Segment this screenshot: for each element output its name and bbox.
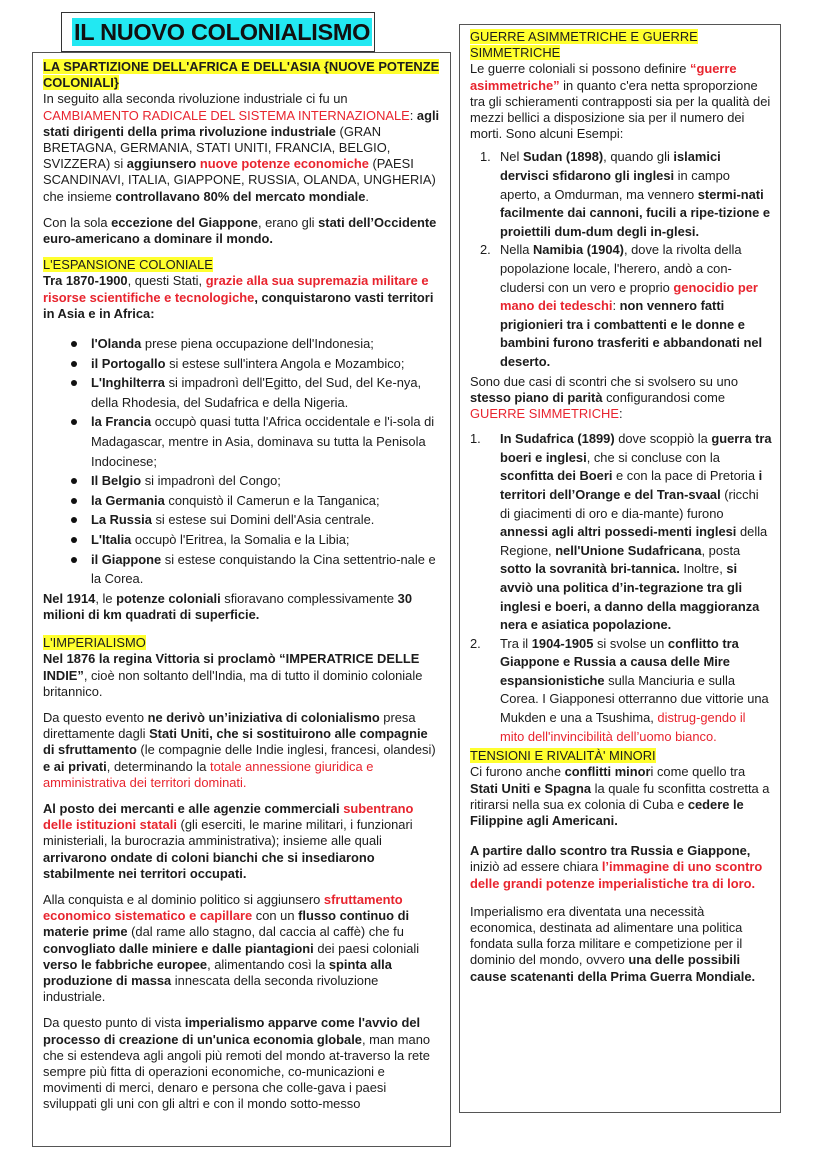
bold-text: Tra 1870-1900 — [43, 273, 128, 289]
text: dove scoppiò la — [614, 431, 712, 447]
bold-text: controllavano 80% del mercato mondiale — [115, 188, 366, 204]
red-bold-text: subentrano delle istituzioni statali — [43, 801, 414, 833]
text: si impadronì dell'Egitto, del Sud, del Ke-nya, della Rhodesia, del Sudafrica e della Nigeria. — [91, 375, 422, 410]
text: , dove la rivolta della popolazione locale, l'herero, andò a con-cludersi con un vero e proprio — [500, 242, 742, 295]
section-heading: L'IMPERIALISMO — [43, 635, 146, 651]
bold-text: e ai privati — [43, 758, 107, 774]
bold-text: 1904-1905 — [531, 635, 594, 651]
red-bold-text: genocidio per mano dei tedeschi — [500, 279, 758, 314]
right-column-box — [459, 24, 781, 1113]
colonial-powers-list — [43, 334, 440, 589]
bold-text: una delle possibili cause scatenanti della Prima Guerra Mondiale. — [470, 952, 756, 984]
text: della Regione, — [500, 524, 768, 558]
bold-text: guerra tra boeri e inglesi — [500, 431, 772, 465]
text: dei paesi coloniali — [313, 940, 420, 956]
list-item — [91, 530, 440, 550]
bold-text: Nel 1876 la regina Vittoria si proclamò “IMPERATRICE DELLE INDIE” — [43, 651, 420, 683]
paragraph — [470, 61, 772, 142]
item-number: 1. — [480, 149, 491, 165]
text: (dal rame allo stagno, dal caccia al caffè) che fu — [127, 924, 404, 940]
symmetric-wars-list — [470, 430, 772, 746]
red-bold-text: grazie alla sua supremazia militare e risorse scientifiche e tecnologiche — [43, 273, 429, 305]
red-text: CAMBIAMENTO RADICALE DEL SISTEMA INTERNAZIONALE — [43, 107, 410, 123]
numbered-item — [470, 430, 772, 635]
red-bold-text: sfruttamento economico sistematico e capillare — [43, 892, 403, 924]
text: Tra il — [500, 635, 532, 651]
text: , questi Stati, — [127, 273, 206, 289]
bold-text: sotto la sovranità bri-tannica. — [500, 561, 680, 577]
bold-text: il Giappone — [91, 551, 162, 567]
numbered-item — [480, 241, 772, 371]
text: prese piena occupazione dell'Indonesia; — [141, 336, 374, 352]
bold-text: Al posto dei mercanti e alle agenzie commerciali — [43, 801, 344, 816]
text: (ricchi di giacimenti di oro e dia-mante) furono — [500, 486, 759, 521]
red-text: distrug-gendo il mito dell'invincibilità dell’uomo bianco. — [500, 710, 746, 744]
bold-text: A partire dallo scontro tra Russia e Giappone, — [470, 843, 751, 859]
text: occupò l'Eritrea, la Somalia e la Libia; — [131, 531, 350, 547]
text: si impadronì del Congo; — [141, 473, 281, 489]
bold-text: Namibia (1904) — [532, 242, 624, 258]
bold-text: l'Olanda — [91, 336, 142, 352]
section-guerre — [470, 29, 772, 746]
bold-text: In Sudafrica (1899) — [500, 431, 615, 447]
bold-text: il Portogallo — [91, 355, 166, 371]
text: (gli eserciti, le marine militari, i funzionari ministeriali, la burocrazia amministrativa); insieme alle quali — [43, 817, 413, 849]
text: Le guerre coloniali si possono definire — [470, 61, 690, 77]
bold-text: stati dell’Occidente euro-americano a dominare il mondo. — [43, 214, 437, 247]
bold-text: L'Italia — [91, 531, 132, 547]
list-item — [91, 550, 440, 589]
text: e con la pace di Pretoria — [612, 468, 759, 484]
list-item — [91, 471, 440, 491]
section-heading: L'ESPANSIONE COLONIALE — [43, 257, 213, 273]
bold-text: si avviò una politica d’in-tegrazione tra gli inglesi e boeri, a danno della maggioranza nera e asiatica popolazione. — [500, 561, 760, 633]
text: innescata della seconda rivoluzione industriale. — [43, 973, 379, 1005]
bold-text: arrivarono ondate di coloni bianchi che si insediarono stabilmente nei territori occupati. — [43, 849, 375, 881]
text: con un — [252, 908, 299, 924]
text: presa direttamente dagli — [43, 709, 416, 742]
list-item — [91, 412, 440, 471]
bold-text: la Francia — [91, 414, 152, 430]
paragraph — [43, 273, 440, 322]
text: si estese sull'intera Angola e Mozambico; — [165, 355, 405, 371]
section-tensioni — [470, 748, 772, 985]
item-number: 2. — [470, 635, 481, 651]
text: configurandosi come — [602, 389, 726, 405]
text: i come quello tra — [650, 764, 746, 780]
paragraph — [43, 91, 440, 204]
bold-text: ne derivò un’iniziativa di colonialismo — [147, 709, 380, 725]
text: (le compagnie delle Indie inglesi, francesi, olandesi) — [136, 742, 436, 758]
bold-text: annessi agli altri possedi-menti inglesi — [500, 524, 737, 540]
paragraph — [470, 374, 772, 423]
bold-text: agli stati dirigenti della prima rivoluzione industriale — [43, 107, 440, 139]
text: (GRAN BRETAGNA, GERMANIA, STATI UNITI, FRANCIA, BELGIO, SVIZZERA) si — [43, 123, 391, 172]
paragraph — [43, 710, 440, 791]
title-box — [61, 12, 375, 52]
bold-text: convogliato dalle miniere e dalle piantagioni — [43, 940, 314, 956]
text: si svolse un — [593, 635, 668, 651]
text: (PAESI SCANDINAVI, ITALIA, GIAPPONE, RUSSIA, OLANDA, UNGHERIA) che insieme — [43, 156, 436, 204]
bold-text: conflitto tra Giappone e Russia a causa delle Mire espansionistiche — [500, 635, 739, 688]
text: In seguito alla seconda rivoluzione industriale ci fu un — [43, 91, 348, 107]
text: : — [612, 298, 620, 314]
text: , che si concluse con la — [586, 449, 720, 465]
section-imperialismo — [43, 635, 440, 1112]
bold-text: eccezione del Giappone — [111, 214, 258, 230]
text: , quando gli — [603, 149, 674, 165]
list-item — [91, 491, 440, 511]
bold-text: non vennero fatti prigionieri tra i combattenti e le donne e bambini furono trasferiti e abbandonati nel deserto. — [500, 298, 763, 369]
paragraph — [470, 904, 772, 985]
page-title: IL NUOVO COLONIALISMO — [74, 19, 371, 45]
bold-text: La Russia — [91, 512, 152, 528]
text: , determinando la — [106, 758, 210, 774]
red-bold-text: nuove potenze economiche — [199, 156, 369, 172]
section-heading: LA SPARTIZIONE DELL'AFRICA E DELL'ASIA {NUOVE POTENZE COLONIALI} — [43, 59, 440, 91]
text: , le — [95, 590, 117, 606]
text: si estese sui Domini dell'Asia centrale. — [151, 512, 375, 528]
red-text: GUERRE SIMMETRICHE — [470, 405, 619, 421]
text: Nel — [500, 149, 523, 165]
paragraph — [43, 215, 440, 247]
left-column-box — [32, 52, 451, 1147]
section-heading: TENSIONI E RIVALITÀ' MINORI — [470, 748, 656, 764]
text: Da questo evento — [43, 709, 148, 725]
asymmetric-wars-list — [470, 148, 772, 371]
bold-text: flusso continuo di materie prime — [43, 908, 410, 940]
text: Con la sola — [43, 214, 112, 230]
text: in campo aperto, a Omdurman, ma vennero — [500, 168, 730, 202]
section-heading: GUERRE ASIMMETRICHE E GUERRE SIMMETRICHE — [470, 29, 698, 61]
text: Da questo punto di vista — [43, 1015, 185, 1031]
text: sfioravano complessivamente — [220, 590, 398, 606]
text: Nella — [500, 242, 533, 258]
numbered-item — [470, 635, 772, 747]
text: , man mano che si estendeva agli angoli più remoti del mondo at-traverso la rete sempre più fitta di operazioni economiche, co-municazioni e movimenti di merci, denaro e persona che colle-gava i paesi sviluppati gli uni con gli altri e con il mondo sotto-messo — [43, 1031, 431, 1112]
bold-text: 30 milioni di km quadrati di superficie. — [43, 590, 413, 622]
bold-text: conflitti minor — [564, 764, 651, 780]
text: la quale fu sconfitta costretta a ritirarsi nella sua ex colonia di Cuba e — [470, 780, 770, 812]
bold-text: nell'Unione Sudafricana — [555, 542, 702, 558]
paragraph — [43, 801, 440, 882]
text: Alla conquista e al dominio politico si aggiunsero — [43, 892, 324, 908]
text: Ci furono anche — [470, 764, 565, 780]
section-espansione — [43, 257, 440, 623]
list-item — [91, 354, 440, 374]
bold-text: Il Belgio — [91, 473, 142, 489]
text: Sono due casi di scontri che si svolsero su uno — [470, 373, 738, 389]
text: Inoltre, — [679, 561, 727, 577]
bold-text: stesso piano di parità — [470, 389, 603, 405]
text: : — [409, 107, 417, 123]
bold-text: aggiunsero — [126, 156, 197, 172]
bold-text: spinta alla produzione di massa — [43, 956, 392, 989]
paragraph — [470, 764, 772, 829]
text: , cioè non soltanto dell'India, ma di tutto il dominio coloniale britannico. — [43, 667, 423, 699]
text: sulla Manciuria e sulla Corea. I Giapponesi otterranno due vittorie una Mukden e una a Tsushima, — [500, 672, 769, 726]
paragraph — [43, 591, 440, 623]
red-text: totale annessione giuridica e amministrativa dei territori dominati. — [43, 758, 374, 790]
bold-text: sconfitta dei Boeri — [500, 468, 613, 484]
red-bold-text: l’immagine di uno scontro delle grandi potenze imperialistiche tra di loro. — [470, 859, 763, 891]
bold-text: Sudan (1898) — [522, 149, 604, 165]
list-item — [91, 373, 440, 412]
bold-text: , conquistarono vasti territori in Asia e in Africa: — [43, 289, 434, 321]
text: conquistò il Camerun e la Tanganica; — [164, 492, 380, 508]
text: : — [618, 405, 623, 421]
section-spartizione — [43, 59, 440, 247]
text: , alimentando così la — [207, 956, 329, 972]
bold-text: islamici dervisci sfidarono gli inglesi — [500, 149, 721, 184]
bold-text: Stati Uniti e Spagna — [470, 780, 592, 796]
bold-text: cedere le Filippine agli Americani. — [470, 796, 744, 829]
text: si estese conquistando la Cina settentrio-nale e la Corea. — [91, 551, 436, 587]
item-number: 1. — [470, 431, 481, 447]
text: , erano gli — [257, 214, 319, 230]
paragraph — [43, 651, 440, 700]
paragraph — [43, 892, 440, 1005]
bold-text: stermi-nati facilmente dai cannoni, fucili a ripe-tizione e proiettili dum-dum degli in-glesi. — [500, 186, 771, 239]
text: occupò quasi tutta l'Africa occidentale e l'i-sola di Madagascar, mentre in Asia, dominava su tutta la Penisola Indocinese; — [91, 414, 435, 469]
text: in quanto c'era netta sproporzione tra gli schieramenti contrapposti sia per la qualità dei mezzi bellici a disposizione sia per il numero dei morti. Sono alcuni Esempi: — [470, 77, 771, 142]
bold-text: L'Inghilterra — [91, 375, 165, 391]
bold-text: Nel 1914 — [43, 590, 96, 606]
item-number: 2. — [480, 242, 491, 258]
text: Imperialismo era diventata una necessità economica, destinata ad alimentare una politica fondata sulla forza militare e competizione per il dominio del mondo, ovvero — [470, 903, 743, 968]
paragraph — [43, 1015, 440, 1112]
list-item — [91, 334, 440, 354]
text: . — [365, 188, 369, 204]
bold-text: verso le fabbriche europee — [43, 956, 208, 972]
bold-text: i territori dell’Orange e del Tran-svaal — [500, 468, 763, 502]
numbered-item — [480, 148, 772, 241]
text: iniziò ad essere chiara — [470, 859, 602, 875]
red-bold-text: “guerre asimmetriche” — [470, 61, 737, 93]
bold-text: Stati Uniti, che si sostituirono alle compagnie di sfruttamento — [43, 726, 428, 758]
paragraph — [470, 843, 772, 892]
bold-text: la Germania — [91, 492, 165, 508]
text: , posta — [701, 542, 741, 558]
list-item — [91, 510, 440, 530]
bold-text: potenze coloniali — [116, 590, 221, 606]
bold-text: imperialismo apparve come l'avvio del processo di creazione di un'unica economia globale — [43, 1015, 421, 1047]
